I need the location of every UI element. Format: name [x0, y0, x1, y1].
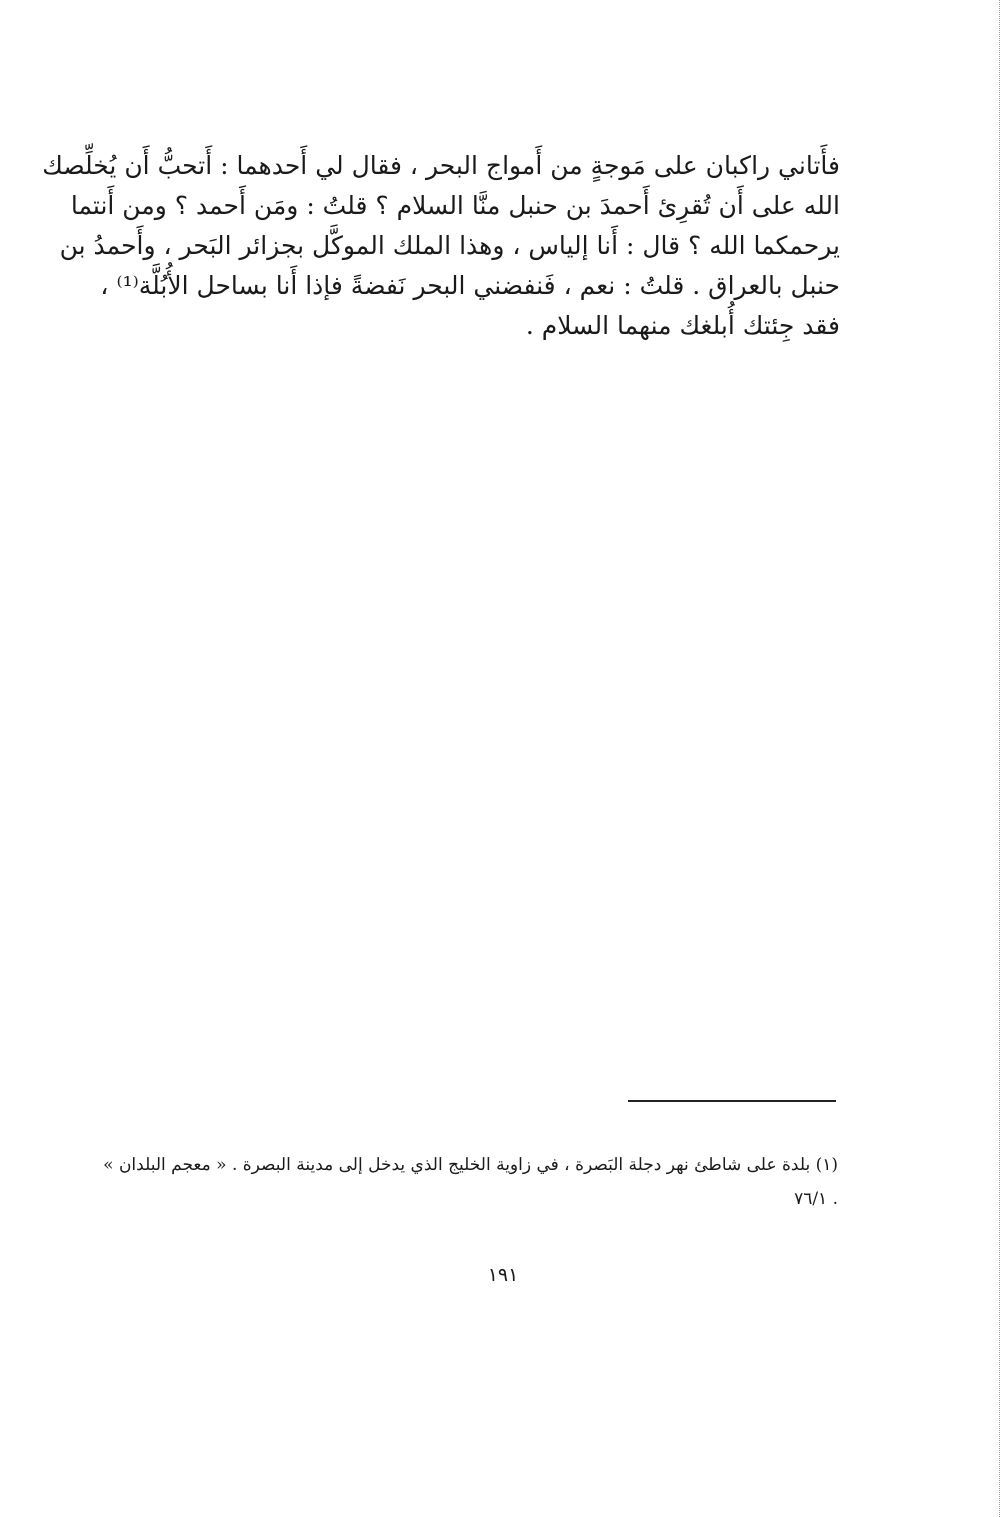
main-text-line: فقد جِئتك أُبلغك منهما السلام . [525, 311, 840, 340]
page-edge-dotted-line [999, 0, 1000, 1517]
main-text-line: يرحمكما الله ؟ قال : أَنا إلياس ، وهذا الملك الموكَّل بجزائر البَحر ، وأَحمدُ بن [59, 231, 840, 260]
footnote-block [103, 1148, 838, 1216]
footnote-line: . ٧٦/١ [794, 1189, 838, 1209]
page-number: ١٩١ [487, 1264, 519, 1286]
main-text-line: الله على أَن تُقرِئ أَحمدَ بن حنبل منَّا السلام ؟ قلتُ : ومَن أَحمد ؟ ومن أَنتما [70, 191, 840, 220]
main-text-block [42, 146, 840, 346]
footnote-divider [628, 1100, 836, 1102]
main-text-line: فأَتاني راكبان على مَوجةٍ من أَمواج البحر ، فقال لي أَحدهما : أَتحبُّ أَن يُخلِّصك [42, 151, 840, 180]
main-text-line: حنبل بالعراق . قلتُ : نعم ، فَنفضني البحر نَفضةً فإذا أَنا بساحل الأُبُلَّة⁽¹⁾ ، [100, 271, 840, 300]
footnote-line: (١) بلدة على شاطئ نهر دجلة البَصرة ، في زاوية الخليج الذي يدخل إلى مدينة البصرة . « معجم البلدان » [103, 1155, 838, 1175]
